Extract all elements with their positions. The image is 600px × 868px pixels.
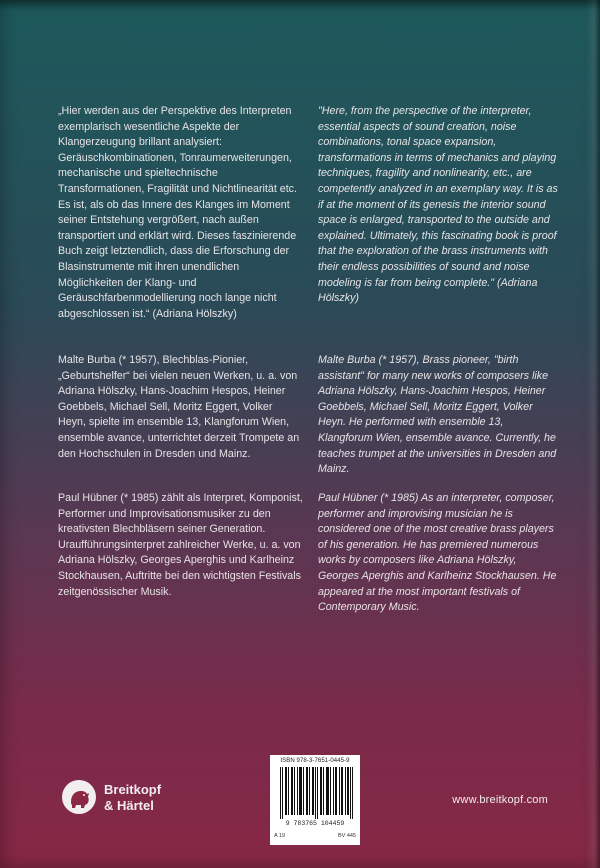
- publisher-name-line2: & Härtel: [104, 798, 154, 813]
- publisher-name-line1: Breitkopf: [104, 782, 162, 797]
- english-quote-text: "Here, from the perspective of the interpreter, essential aspects of sound creation, noise combinations, tonal space expansion, transformations in terms of mechanics and playing techniques, fragility and nonlinearity, etc., are competently analyzed in an exemplary way. It is as if at the moment of its genesis the interior sound space is enlarged, transported to the outside and explained. Ultimately, this fascinating book is proof that the exploration of the brass instruments with their endless possibilities of sound and noise modeling is far from being complete." (Adriana Hölszky): [318, 105, 558, 305]
- shrink-wrap-edge: [586, 0, 600, 868]
- barcode-code-right: BV 445: [337, 833, 356, 839]
- german-quote: [58, 104, 303, 322]
- english-quote: [318, 104, 558, 307]
- cover-top-edge: [0, 0, 600, 10]
- german-bio-burba: [58, 353, 303, 462]
- english-bio-huebner-text: Paul Hübner (* 1985) As an interpreter, composer, performer and improvising musician he is considered one of the most creative brass players of his generation. He has premiered numerous works by composers like Adriana Hölszky, Georges Aperghis and Karlheinz Stockhausen. He appeared at the most important festivals of Contemporary Music.: [318, 492, 557, 614]
- barcode-label: [270, 755, 360, 845]
- barcode-footer: [274, 833, 356, 839]
- german-bio-burba-text: Malte Burba (* 1957), Blechblas-Pionier, „Geburtshelfer“ bei vielen neuen Werken, u. a. von Adriana Hölszky, Hans-Joachim Hespos, Heiner Goebbels, Michael Sell, Moritz Eggert, Volker Heyn, spielte im ensemble 13, Klangforum Wien, ensemble avance, unterrichtet derzeit Trompete an den Hochschulen in Dresden und Mainz.: [58, 354, 300, 460]
- publisher-logo: [62, 778, 212, 826]
- publisher-url: www.breitkopf.com: [452, 794, 548, 806]
- barcode-bars: [278, 767, 354, 819]
- german-quote-text: „Hier werden aus der Perspektive des Interpreten exemplarisch wesentliche Aspekte der Klangerzeugung brillant analysiert: Geräuschkombinationen, Tonraumerweiterungen, mechanische und spieltechnische Transformationen, Fragilität und Nichtlinearität etc. Es ist, als ob das Innere des Klanges im Moment seiner Entstehung vergrößert, nach außen transportiert und erklärt wird. Dieses faszinierende Buch zeigt letztendlich, dass die Erforschung der Blasinstrumente mit ihren unendlichen Möglichkeiten der Klang- und Geräuschfarbenmodellierung noch lange nicht abgeschlossen ist.“ (Adriana Hölszky): [58, 105, 297, 320]
- barcode-code-left: A 19: [274, 833, 286, 839]
- isbn-text: ISBN 978-3-7651-0445-9: [280, 758, 350, 764]
- publisher-name: [104, 782, 161, 814]
- english-bio-burba: [318, 353, 558, 478]
- english-bio-huebner: [318, 491, 558, 616]
- barcode-digits: 9 783765 104459: [285, 820, 345, 827]
- german-bio-huebner: [58, 491, 303, 600]
- english-bio-burba-text: Malte Burba (* 1957), Brass pioneer, "birth assistant" for many new works of composers like Adriana Hölszky, Hans-Joachim Hespos, Heiner Goebbels, Michael Sell, Moritz Eggert, Volker Heyn. He performed with ensemble 13, Klangforum Wien, ensemble avance. Currently, he teaches trumpet at the universities in Dresden and Mainz.: [318, 354, 557, 476]
- german-bio-huebner-text: Paul Hübner (* 1985) zählt als Interpret, Komponist, Performer und Improvisationsmusiker zu den kreativsten Blechbläsern seiner Generation. Uraufführungsinterpret zahlreicher Werke, u. a. von Adriana Hölszky, Georges Aperghis und Karlheinz Stockhausen, Auftritte bei den wichtigsten Festivals zeitgenössischer Musik.: [58, 492, 303, 598]
- bear-icon: [62, 780, 96, 814]
